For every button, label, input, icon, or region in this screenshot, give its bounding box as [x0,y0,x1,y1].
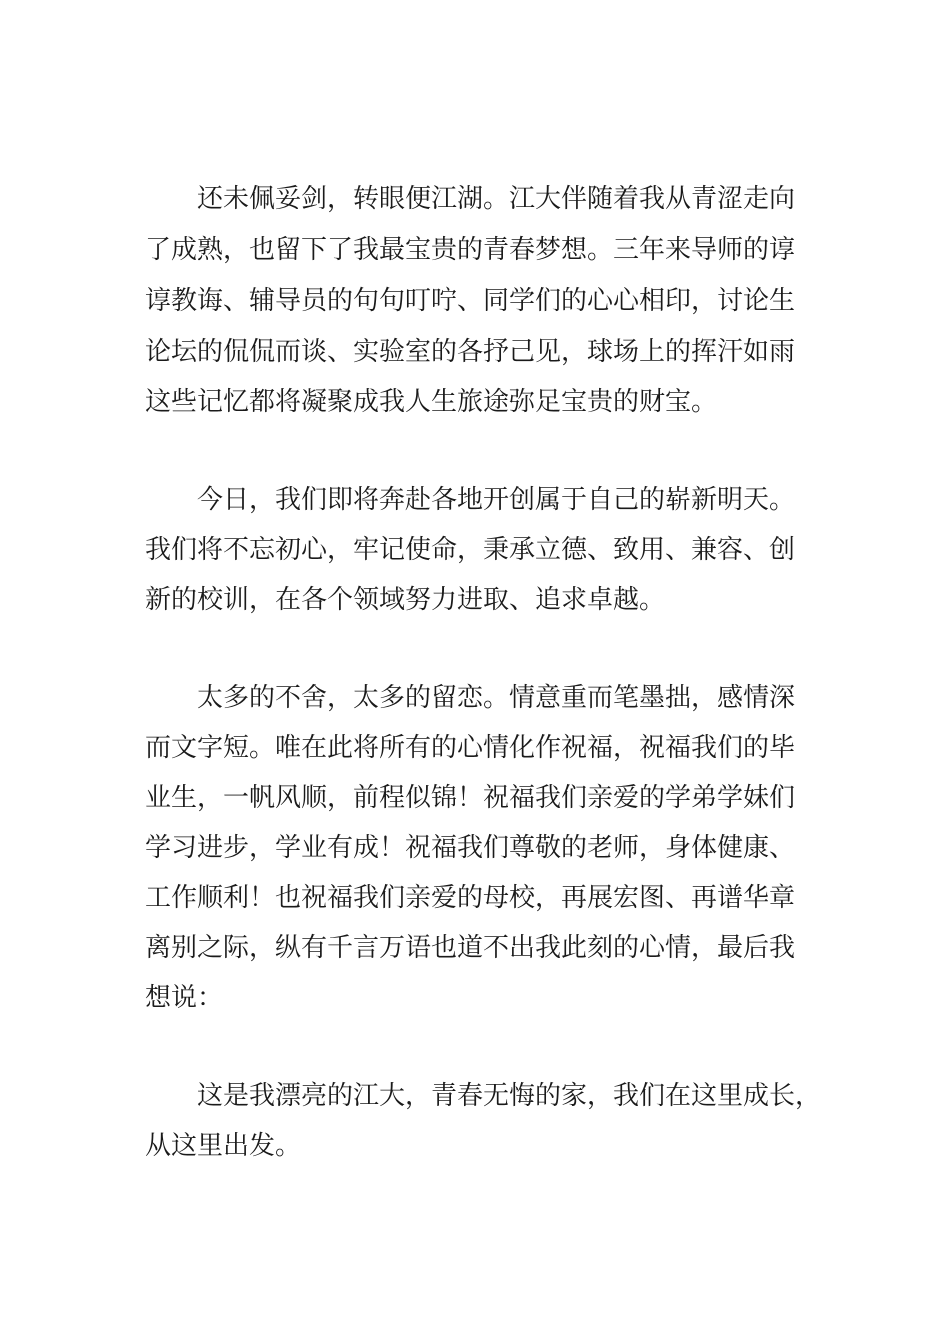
paragraph-4-line-2: 从这里出发。 [145,1131,302,1161]
paragraph-1-line-1: 还未佩妥剑，转眼便江湖。江大伴随着我从青涩走向 [145,184,796,214]
paragraph-3-line-4: 学习进步，学业有成！祝福我们尊敬的老师，身体健康、 [145,833,796,863]
paragraph-3-line-2: 而文字短。唯在此将所有的心情化作祝福，祝福我们的毕 [145,733,796,763]
paragraph-3-line-3: 业生，一帆风顺，前程似锦！祝福我们亲爱的学弟学妹们 [145,783,796,813]
paragraph-3-line-5: 工作顺利！也祝福我们亲爱的母校，再展宏图、再谱华章 [145,883,796,913]
paragraph-2-line-3: 新的校训，在各个领域努力进取、追求卓越。 [145,585,666,615]
paragraph-1-line-5: 这些记忆都将凝聚成我人生旅途弥足宝贵的财宝。 [145,387,718,417]
paragraph-3-line-1: 太多的不舍，太多的留恋。情意重而笔墨拙，感情深 [145,683,796,713]
paragraph-1-line-2: 了成熟，也留下了我最宝贵的青春梦想。三年来导师的谆 [145,235,796,265]
paragraph-1-line-3: 谆教诲、辅导员的句句叮咛、同学们的心心相印，讨论生 [145,286,796,316]
paragraph-3-line-7: 想说： [145,983,224,1013]
paragraph-4-line-1: 这是我漂亮的江大，青春无悔的家，我们在这里成长， [145,1081,822,1111]
paragraph-2-line-1: 今日，我们即将奔赴各地开创属于自己的崭新明天。 [145,485,796,515]
paragraph-2-line-2: 我们将不忘初心，牢记使命，秉承立德、致用、兼容、创 [145,535,796,565]
paragraph-1-line-4: 论坛的侃侃而谈、实验室的各抒己见，球场上的挥汗如雨 [145,337,796,367]
paragraph-3-line-6: 离别之际，纵有千言万语也道不出我此刻的心情，最后我 [145,933,796,963]
